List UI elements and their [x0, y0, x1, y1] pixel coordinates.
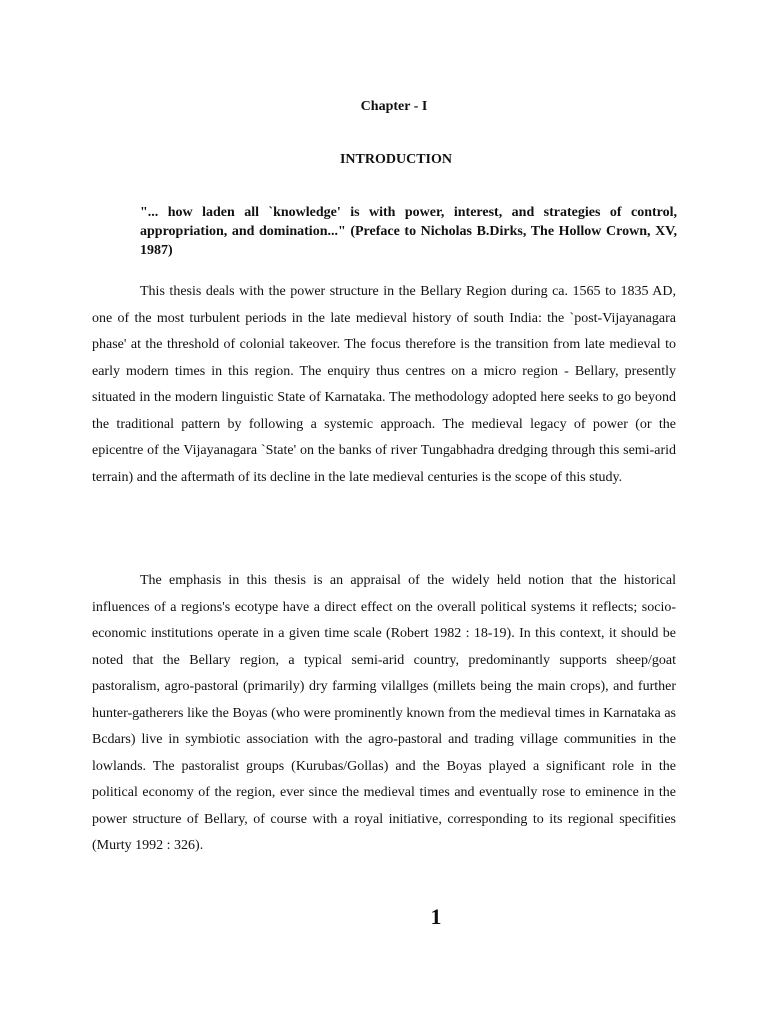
epigraph-quote: "... how laden all `knowledge' is with power, interest, and strategies of control, appropriation, and domination..." (Preface to Nicholas B.Dirks, The Hollow Crown, XV, 1987): [140, 205, 677, 258]
body-paragraph-1: This thesis deals with the power structure in the Bellary Region during ca. 1565 to 1835 AD, one of the most turbulent periods in the late medieval history of south India: the `post-Vijayanagara phase' at the threshold of colonial takeover. The focus therefore is the transition from late medieval to early modern times in this region. The enquiry thus centres on a micro region - Bellary, presently situated in the modern linguistic State of Karnataka. The methodology adopted here seeks to go beyond the traditional pattern by following a systemic approach. The medieval legacy of power (or the epicentre of the Vijayanagara `State' on the banks of river Tungabhadra dredging through this semi-arid terrain) and the aftermath of its decline in the late medieval centuries is the scope of this study.: [92, 284, 676, 485]
chapter-label: Chapter - I: [360, 99, 428, 114]
body-paragraph-2: The emphasis in this thesis is an appraisal of the widely held notion that the historical influences of a regions's ecotype have a direct effect on the overall political systems it reflects; socio-economic institutions operate in a given time scale (Robert 1982 : 18-19). In this context, it should be noted that the Bellary region, a typical semi-arid country, predominantly supports sheep/goat pastoralism, agro-pastoral (primarily) dry farming vilallges (millets being the main crops), and further hunter-gatherers like the Boyas (who were prominently known from the medieval times in Karnataka as Bcdars) live in symbiotic association with the agro-pastoral and trading village communities in the lowlands. The pastoralist groups (Kurubas/Gollas) and the Boyas played a significant role in the political economy of the region, ever since the medieval times and eventually rose to eminence in the power structure of Bellary, of course with a royal initiative, corresponding to its regional specifities (Murty 1992 : 326).: [92, 573, 676, 853]
chapter-heading: INTRODUCTION: [339, 152, 452, 167]
page-number: 1: [430, 904, 442, 929]
